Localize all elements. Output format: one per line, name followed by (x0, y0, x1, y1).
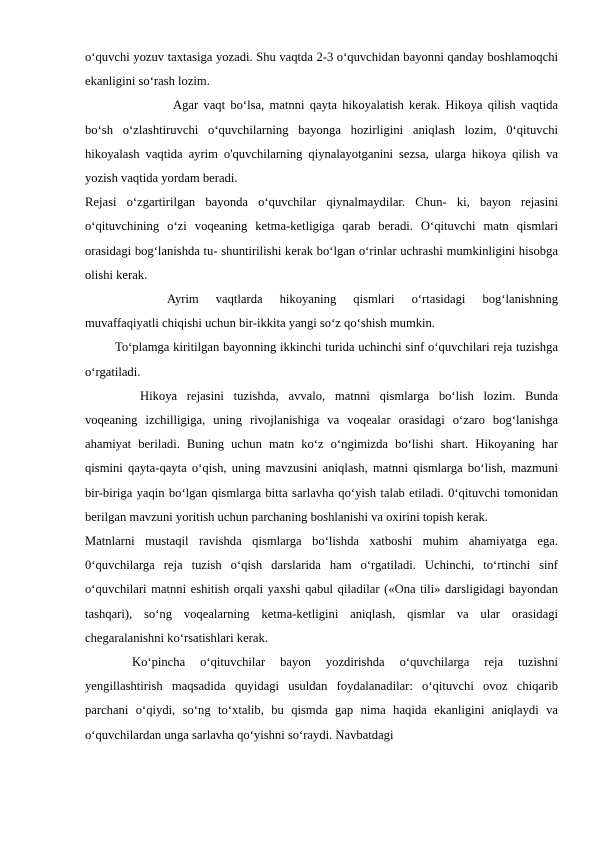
paragraph-7: Matnlarni mustaqil ravishda qismlarga bo‘lishda xatboshi muhim ahamiyatga ega. 0‘quvchilarga reja tuzish o‘qish darslarida ham o‘rgatiladi. Uchinchi, to‘rtinchi sinf o‘quvchilari matnni eshitish orqali yaxshi qabul qiladilar («Ona tili» darsligidagi bayondan tashqari), so‘ng voqealarning ketma-ketligini aniqlash, qismlar va ular orasidagi chegaralanishni ko‘rsatishlari kerak. (85, 534, 558, 645)
paragraph-6: Hikoya rejasini tuzishda, avvalo, matnni qismlarga bo‘lish lozim. Bunda voqeaning izchilligiga, uning rivojlanishiga va voqealar orasidagi o‘zaro bog‘lanishga ahamiyat beriladi. Buning uchun matn ko‘z o‘ngimizda bo‘lishi shart. Hikoyaning har qismini qayta-qayta o‘qish, uning mavzusini aniqlash, matnni qismlarga bo‘lish, mazmuni bir-biriga yaqin bo‘lgan qismlarga bitta sarlavha qo‘yish talab etiladi. 0‘qituvchi tomonidan berilgan mavzuni yoritish uchun parchaning boshlanishi va oxirini topish kerak. (85, 388, 558, 524)
paragraph-1: o‘quvchi yozuv taxtasiga yozadi. Shu vaqtda 2-3 o‘quvchidan bayonni qanday boshlamoqchi ekanligini so‘rash lozim. (85, 50, 558, 89)
paragraph-2: Agar vaqt bo‘lsa, matnni qayta hikoyalatish kerak. Hikoya qilish vaqtida bo‘sh o‘zlashtiruvchi o‘quvchilarning bayonga hozirligini aniqlash lozim, 0‘qituvchi hikoyalash vaqtida ayrim o'quvchilarning qiynalayotganini sezsa, ularga hikoya qilish va yozish vaqtida yordam beradi. (85, 98, 558, 186)
paragraph-3: Rejasi o‘zgartirilgan bayonda o‘quvchilar qiynalmaydilar. Chun- ki, bayon rejasini o‘qituvchining o‘zi voqeaning ketma-ketligiga qarab beradi. O‘qituvchi matn qismlari orasidagi bog‘lanishda tu- shuntirilishi kerak bo‘lgan o‘rinlar uchrashi mumkinligini hisobga olishi kerak. (85, 195, 558, 282)
paragraph-8: Ko‘pincha o‘qituvchilar bayon yozdirishda o‘quvchilarga reja tuzishni yengillashtirish maqsadida quyidagi usuldan foydalanadilar: o‘qituvchi ovoz chiqarib parchani o‘qiydi, so‘ng to‘xtalib, bu qismda gap nima haqida ekanligini aniqlaydi va o‘quvchilardan unga sarlavha qo‘yishni so‘raydi. Navbatdagi (85, 655, 558, 742)
body-text (85, 45, 558, 747)
paragraph-4: Ayrim vaqtlarda hikoyaning qismlari o‘rtasidagi bog‘lanishning muvaffaqiyatli chiqishi uchun bir-ikkita yangi so‘z qo‘shish mumkin. (85, 292, 558, 331)
paragraph-5: To‘plamga kiritilgan bayonning ikkinchi turida uchinchi sinf o‘quvchilari reja tuzishga o‘rgatiladi. (85, 340, 558, 379)
